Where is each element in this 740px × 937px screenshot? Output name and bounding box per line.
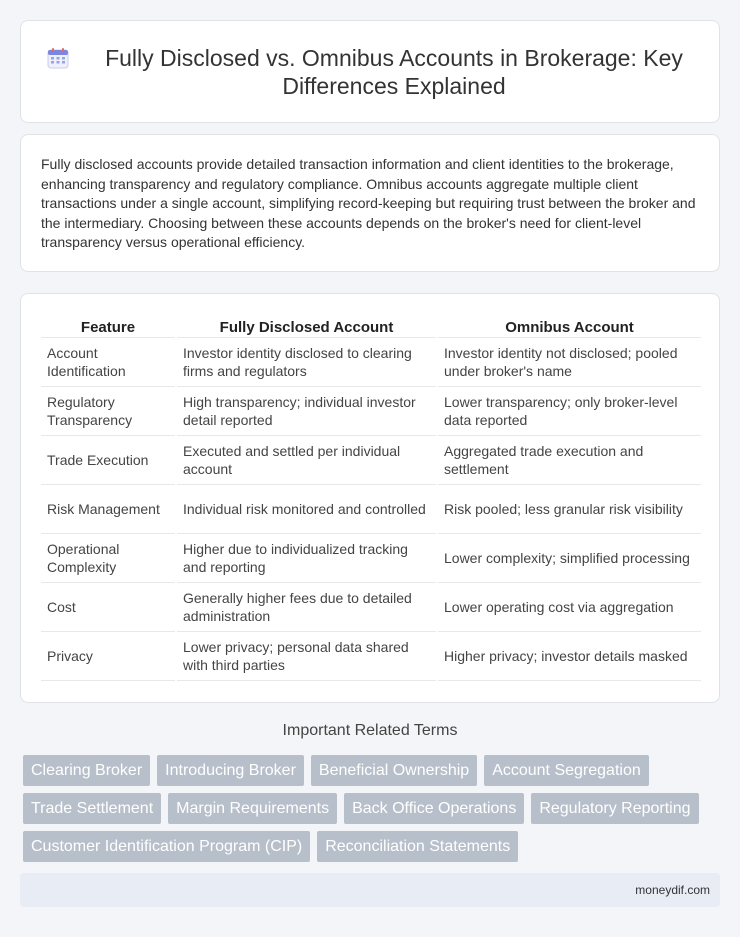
table-cell-omnibus: Risk pooled; less granular risk visibility (438, 485, 701, 534)
table-cell-feature: Account Identification (41, 338, 175, 387)
table-row (41, 632, 701, 681)
table-cell-feature: Operational Complexity (41, 534, 175, 583)
related-term-tag[interactable]: Clearing Broker (23, 755, 150, 786)
table-cell-fully-disclosed: High transparency; individual investor detail reported (177, 387, 436, 436)
table-row (41, 436, 701, 485)
table-cell-fully-disclosed: Higher due to individualized tracking and reporting (177, 534, 436, 583)
related-term-tag[interactable]: Introducing Broker (157, 755, 304, 786)
page-title: Fully Disclosed vs. Omnibus Accounts in Brokerage: Key Differences Explained (105, 44, 683, 99)
related-terms-list (23, 755, 723, 862)
related-term-tag[interactable]: Trade Settlement (23, 793, 161, 824)
comparison-table-card (20, 293, 720, 703)
table-row (41, 338, 701, 387)
footer (20, 873, 720, 907)
related-term-tag[interactable]: Account Segregation (484, 755, 649, 786)
header-card (20, 20, 720, 123)
table-cell-fully-disclosed: Individual risk monitored and controlled (177, 485, 436, 534)
table-cell-omnibus: Higher privacy; investor details masked (438, 632, 701, 681)
table-cell-fully-disclosed: Investor identity disclosed to clearing firms and regulators (177, 338, 436, 387)
table-cell-feature: Regulatory Transparency (41, 387, 175, 436)
header-feature: Feature (41, 316, 175, 338)
table-cell-fully-disclosed: Executed and settled per individual account (177, 436, 436, 485)
table-row (41, 534, 701, 583)
related-term-tag[interactable]: Reconciliation Statements (317, 831, 518, 862)
related-term-tag[interactable]: Customer Identification Program (CIP) (23, 831, 310, 862)
comparison-table (39, 316, 703, 681)
table-cell-omnibus: Lower complexity; simplified processing (438, 534, 701, 583)
table-cell-omnibus: Investor identity not disclosed; pooled under broker's name (438, 338, 701, 387)
related-terms-heading: Important Related Terms (282, 722, 458, 739)
table-cell-omnibus: Lower operating cost via aggregation (438, 583, 701, 632)
table-cell-feature: Privacy (41, 632, 175, 681)
table-row (41, 583, 701, 632)
related-term-tag[interactable]: Regulatory Reporting (531, 793, 698, 824)
intro-card (20, 134, 720, 272)
header-fully-disclosed: Fully Disclosed Account (177, 316, 436, 338)
table-cell-omnibus: Aggregated trade execution and settlement (438, 436, 701, 485)
table-cell-omnibus: Lower transparency; only broker-level data reported (438, 387, 701, 436)
table-row (41, 387, 701, 436)
related-term-tag[interactable]: Margin Requirements (168, 793, 337, 824)
header-omnibus: Omnibus Account (438, 316, 701, 338)
related-term-tag[interactable]: Beneficial Ownership (311, 755, 477, 786)
table-cell-feature: Trade Execution (41, 436, 175, 485)
table-cell-fully-disclosed: Lower privacy; personal data shared with third parties (177, 632, 436, 681)
table-cell-feature: Risk Management (41, 485, 175, 534)
table-row (41, 485, 701, 534)
table-header-row (41, 316, 701, 338)
footer-site-link[interactable]: moneydif.com (635, 883, 710, 897)
table-cell-feature: Cost (41, 583, 175, 632)
related-term-tag[interactable]: Back Office Operations (344, 793, 524, 824)
intro-paragraph: Fully disclosed accounts provide detailed transaction information and client identities to the brokerage, enhancing transparency and regulatory compliance. Omnibus accounts aggregate multiple client transactions under a single account, simplifying record-keeping but requiring trust between the broker and the intermediary. Choosing between these accounts depends on the broker's need for client-level transparency versus operational efficiency. (41, 156, 696, 250)
calendar-icon (46, 46, 70, 70)
table-cell-fully-disclosed: Generally higher fees due to detailed administration (177, 583, 436, 632)
